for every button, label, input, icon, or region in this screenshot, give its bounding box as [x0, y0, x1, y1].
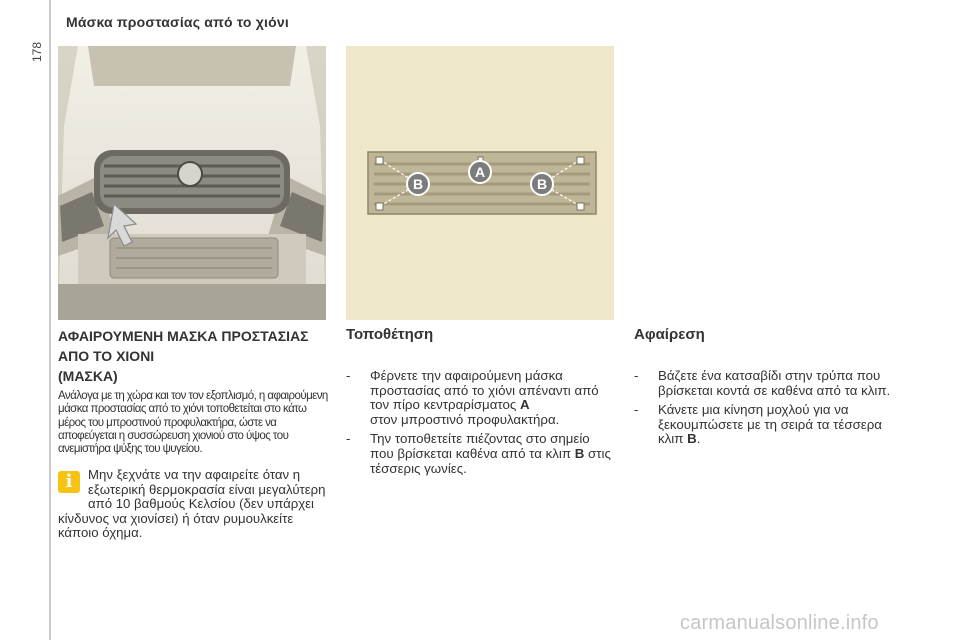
info-icon: i: [58, 471, 80, 493]
list-item: - Την τοποθετείτε πιέζοντας στο σημείο που βρίσκεται καθένα από τα κλιπ B στις τέσσερις γωνίες.: [346, 432, 616, 476]
page-header-title: Μάσκα προστασίας από το χιόνι: [66, 14, 289, 30]
main-title-line2: ΑΠΟ ΤΟ ΧΙΟΝΙ: [58, 348, 155, 364]
list-item: - Φέρνετε την αφαιρούμενη μάσκα προστασίας από το χιόνι απέναντι από τον πίρο κεντραρίσματος A στον μπροστινό προφυλακτήρα.: [346, 369, 616, 427]
removal-title: Αφαίρεση: [634, 326, 705, 343]
list-item: - Βάζετε ένα κατσαβίδι στην τρύπα που βρίσκεται κοντά σε καθένα από τα κλιπ.: [634, 369, 909, 398]
info-note-text: Μην ξεχνάτε να την αφαιρείτε όταν η εξωτερική θερμοκρασία είναι μεγαλύτερη από 10 βαθμούς Κελσίου (δεν υπάρχει κίνδυνος να χιονίσει) ή όταν ρυμουλκείτε κάποιο όχημα.: [58, 467, 326, 540]
main-section-title: [58, 326, 328, 386]
margin-rule: [49, 0, 51, 640]
list-item: - Κάνετε μια κίνηση μοχλού για να ξεκουμπώσετε με τη σειρά τα τέσσερα κλιπ B.: [634, 403, 909, 447]
clip-a-label: A: [474, 164, 486, 180]
clip-b-right-label: B: [536, 176, 548, 192]
page-number: 178: [30, 41, 44, 62]
installation-steps: [346, 369, 616, 481]
watermark: carmanualsonline.info: [680, 612, 879, 634]
installation-title: Τοποθέτηση: [346, 326, 434, 343]
removal-steps: [634, 369, 909, 452]
vehicle-front-photo: [58, 46, 326, 320]
info-note: [58, 468, 330, 541]
clip-b-left-label: B: [412, 176, 424, 192]
intro-paragraph: Ανάλογα με τη χώρα και τον τον εξοπλισμό, η αφαιρούμενη μάσκα προστασίας από το χιόνι τοποθετείται στο κάτω μέρος του μπροστινού προφυλακτήρα, ώστε να αποφεύγεται η συσσώρευση χιονιού στο ύψος του ανεμιστήρα ψύξης του ψυγείου.: [58, 390, 328, 456]
main-title-line3: (ΜΑΣΚΑ): [58, 368, 118, 384]
main-title-line1: ΑΦΑΙΡΟΥΜΕΝΗ ΜΑΣΚΑ ΠΡΟΣΤΑΣΙΑΣ: [58, 328, 309, 344]
snow-screen-diagram: [346, 46, 614, 320]
